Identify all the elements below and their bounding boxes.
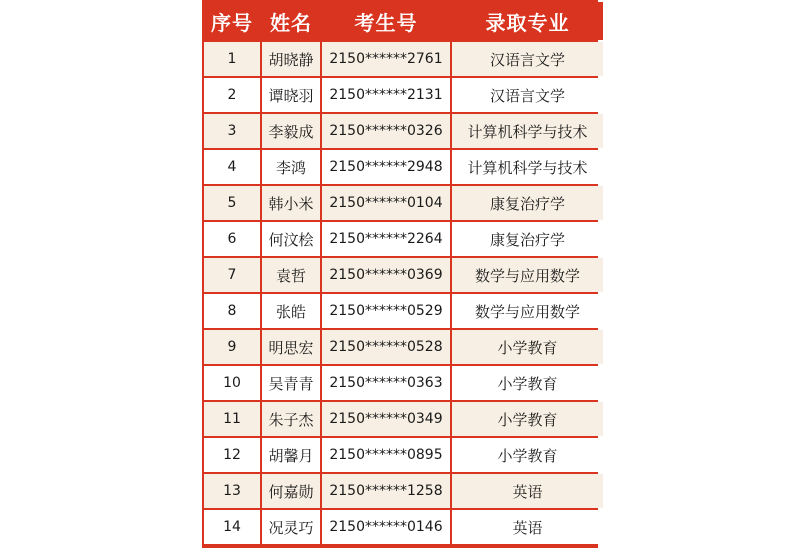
- cell-index: 2: [204, 78, 260, 112]
- cell-exam-number: 2150******0146: [322, 510, 450, 544]
- header-name: 姓名: [262, 2, 320, 40]
- table-row: [204, 294, 603, 328]
- cell-exam-number: 2150******0363: [322, 366, 450, 400]
- table-row: [204, 114, 603, 148]
- cell-exam-number: 2150******2131: [322, 78, 450, 112]
- table-row: [204, 402, 603, 436]
- cell-major: 康复治疗学: [452, 186, 603, 220]
- cell-name: 朱子杰: [262, 402, 320, 436]
- table-row: [204, 78, 603, 112]
- cell-major: 汉语言文学: [452, 42, 603, 76]
- cell-index: 10: [204, 366, 260, 400]
- table-row: [204, 186, 603, 220]
- cell-exam-number: 2150******0369: [322, 258, 450, 292]
- cell-name: 吴青青: [262, 366, 320, 400]
- cell-index: 14: [204, 510, 260, 544]
- cell-name: 袁哲: [262, 258, 320, 292]
- cell-index: 8: [204, 294, 260, 328]
- table-row: [204, 474, 603, 508]
- cell-major: 小学教育: [452, 366, 603, 400]
- cell-index: 7: [204, 258, 260, 292]
- cell-major: 康复治疗学: [452, 222, 603, 256]
- cell-index: 1: [204, 42, 260, 76]
- cell-exam-number: 2150******2264: [322, 222, 450, 256]
- table-row: [204, 330, 603, 364]
- cell-major: 小学教育: [452, 438, 603, 472]
- cell-name: 明思宏: [262, 330, 320, 364]
- cell-name: 李毅成: [262, 114, 320, 148]
- cell-exam-number: 2150******0326: [322, 114, 450, 148]
- cell-major: 计算机科学与技术: [452, 150, 603, 184]
- cell-index: 9: [204, 330, 260, 364]
- table-row: [204, 438, 603, 472]
- cell-name: 况灵巧: [262, 510, 320, 544]
- cell-major: 小学教育: [452, 330, 603, 364]
- table-header-row: [204, 2, 603, 40]
- table-row: [204, 150, 603, 184]
- cell-exam-number: 2150******0529: [322, 294, 450, 328]
- cell-exam-number: 2150******2761: [322, 42, 450, 76]
- cell-index: 11: [204, 402, 260, 436]
- cell-index: 4: [204, 150, 260, 184]
- cell-exam-number: 2150******2948: [322, 150, 450, 184]
- table-row: [204, 42, 603, 76]
- table-row: [204, 366, 603, 400]
- cell-major: 计算机科学与技术: [452, 114, 603, 148]
- header-major: 录取专业: [452, 2, 603, 40]
- cell-exam-number: 2150******0895: [322, 438, 450, 472]
- cell-index: 3: [204, 114, 260, 148]
- cell-exam-number: 2150******0349: [322, 402, 450, 436]
- cell-index: 13: [204, 474, 260, 508]
- cell-name: 胡馨月: [262, 438, 320, 472]
- cell-major: 汉语言文学: [452, 78, 603, 112]
- cell-name: 谭晓羽: [262, 78, 320, 112]
- admission-table-container: [202, 0, 598, 548]
- cell-name: 胡晓静: [262, 42, 320, 76]
- header-index: 序号: [204, 2, 260, 40]
- cell-major: 英语: [452, 474, 603, 508]
- admission-table: [202, 0, 605, 546]
- cell-name: 李鸿: [262, 150, 320, 184]
- cell-major: 数学与应用数学: [452, 258, 603, 292]
- cell-name: 何嘉勋: [262, 474, 320, 508]
- cell-exam-number: 2150******0528: [322, 330, 450, 364]
- cell-name: 韩小米: [262, 186, 320, 220]
- cell-major: 英语: [452, 510, 603, 544]
- cell-major: 数学与应用数学: [452, 294, 603, 328]
- cell-name: 张皓: [262, 294, 320, 328]
- cell-index: 12: [204, 438, 260, 472]
- cell-exam-number: 2150******0104: [322, 186, 450, 220]
- cell-name: 何汶桧: [262, 222, 320, 256]
- cell-exam-number: 2150******1258: [322, 474, 450, 508]
- table-row: [204, 510, 603, 544]
- table-row: [204, 258, 603, 292]
- cell-index: 6: [204, 222, 260, 256]
- cell-major: 小学教育: [452, 402, 603, 436]
- header-exam-number: 考生号: [322, 2, 450, 40]
- table-row: [204, 222, 603, 256]
- cell-index: 5: [204, 186, 260, 220]
